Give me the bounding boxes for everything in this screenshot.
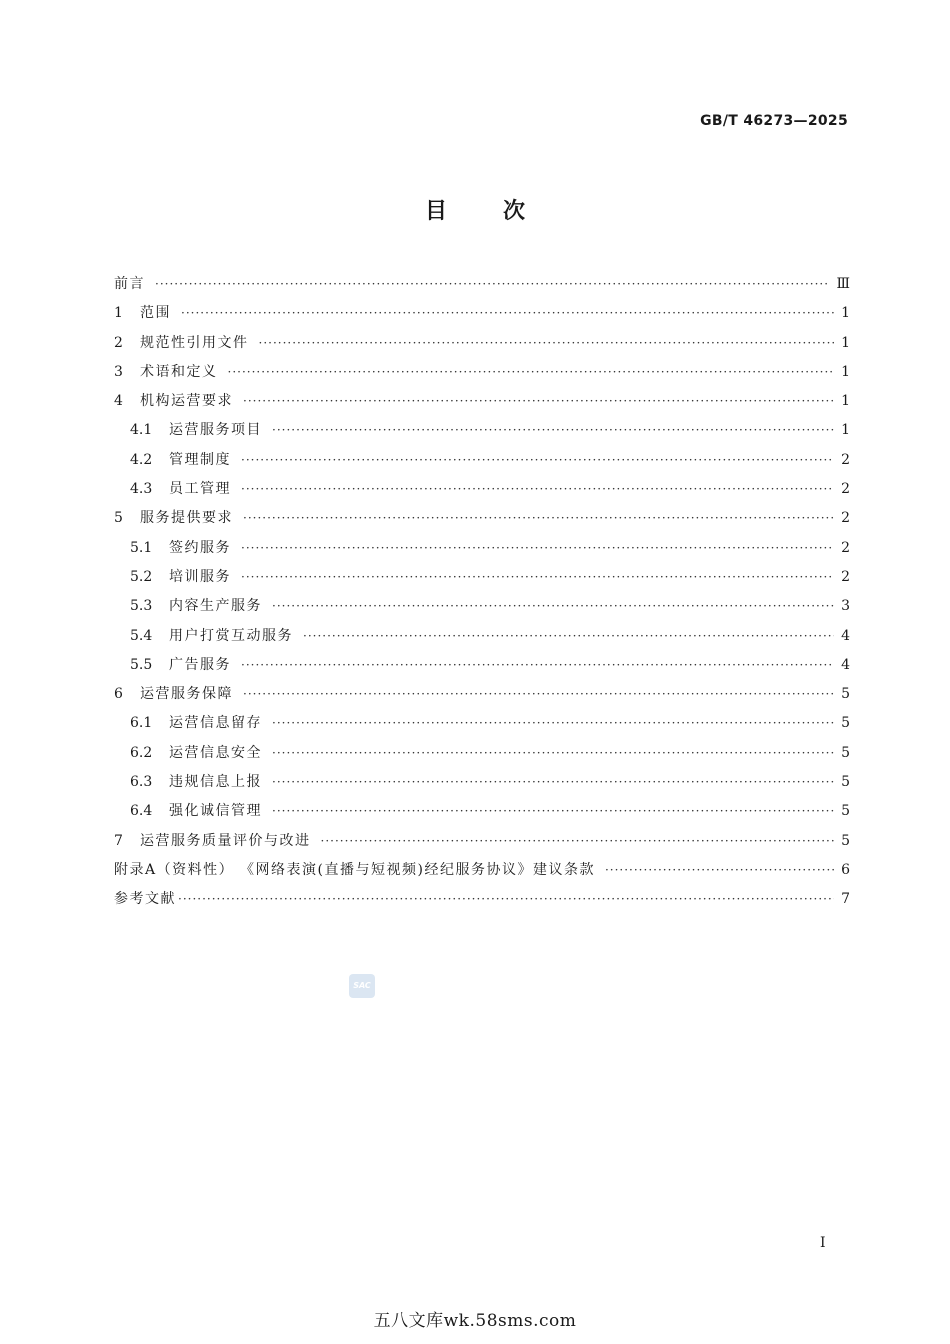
toc-entry-number: 4.2 bbox=[130, 451, 153, 468]
toc-entry-title: 管理制度 bbox=[169, 451, 231, 468]
toc-entry[interactable] bbox=[114, 534, 850, 563]
toc-entry-title: 服务提供要求 bbox=[140, 510, 233, 527]
toc-entry[interactable] bbox=[114, 504, 850, 533]
toc-entry[interactable] bbox=[114, 827, 850, 856]
toc-entry-number: 4.1 bbox=[130, 422, 153, 439]
toc-entry-page: 5 bbox=[841, 803, 850, 820]
toc-dot-leader bbox=[272, 592, 834, 621]
toc-entry-title: 机构运营要求 bbox=[140, 393, 233, 410]
toc-entry-title: 运营服务保障 bbox=[140, 686, 233, 703]
toc-entry-page: 6 bbox=[841, 861, 850, 878]
toc-entry-page: 2 bbox=[841, 568, 850, 585]
toc-dot-leader bbox=[272, 416, 834, 445]
toc-entry-page: 1 bbox=[841, 393, 850, 410]
toc-entry[interactable] bbox=[114, 651, 850, 680]
toc-entry-title: 规范性引用文件 bbox=[140, 334, 249, 351]
toc-entry-page: 1 bbox=[841, 334, 850, 351]
toc-title: 目次 bbox=[424, 199, 581, 224]
toc-entry-title: 强化诚信管理 bbox=[169, 803, 262, 820]
footer-site-text: 五八文库wk.58sms.com bbox=[373, 1311, 577, 1331]
toc-entry-number: 6 bbox=[114, 686, 123, 703]
toc-entry-page: 5 bbox=[841, 832, 850, 849]
toc-entry[interactable] bbox=[114, 885, 850, 914]
toc-entry[interactable] bbox=[114, 299, 850, 328]
toc-entry-page: 1 bbox=[841, 305, 850, 322]
toc-entry-page: 5 bbox=[841, 774, 850, 791]
toc-entry-number: 7 bbox=[114, 832, 123, 849]
toc-entry-title: 参考文献 bbox=[114, 891, 176, 908]
toc-entry-title: 员工管理 bbox=[169, 481, 231, 498]
toc-dot-leader bbox=[155, 270, 830, 299]
toc-entry[interactable] bbox=[114, 768, 850, 797]
toc-dot-leader bbox=[303, 622, 834, 651]
toc-entry[interactable] bbox=[114, 563, 850, 592]
toc-entry[interactable] bbox=[114, 329, 850, 358]
toc-entry-title: 用户打赏互动服务 bbox=[169, 627, 293, 644]
toc-entry[interactable] bbox=[114, 387, 850, 416]
toc-entry-page: 2 bbox=[841, 481, 850, 498]
toc-entry-number: 2 bbox=[114, 334, 123, 351]
toc-entry-page: 4 bbox=[841, 656, 850, 673]
toc-entry[interactable] bbox=[114, 358, 850, 387]
toc-entry-page: 2 bbox=[841, 451, 850, 468]
toc-entry-title: 术语和定义 bbox=[140, 363, 218, 380]
toc-entry-title: 运营服务质量评价与改进 bbox=[140, 832, 311, 849]
toc-entry-number: 4.3 bbox=[130, 481, 153, 498]
toc-entry-number: 6.4 bbox=[130, 803, 153, 820]
sac-watermark-logo: SAC bbox=[349, 974, 375, 998]
toc-entry-page: 3 bbox=[841, 598, 850, 615]
toc-entry-number: 6.2 bbox=[130, 744, 153, 761]
toc-entry[interactable] bbox=[114, 416, 850, 445]
standard-number: GB/T 46273—2025 bbox=[700, 113, 848, 129]
toc-entry-page: 5 bbox=[841, 744, 850, 761]
toc-entry-title: 运营信息留存 bbox=[169, 715, 262, 732]
page-number: Ⅰ bbox=[820, 1235, 826, 1251]
toc-entry-number: 4 bbox=[114, 393, 123, 410]
toc-entry-page: 5 bbox=[841, 686, 850, 703]
toc-dot-leader bbox=[241, 651, 834, 680]
toc-dot-leader bbox=[241, 475, 834, 504]
toc-dot-leader bbox=[321, 827, 835, 856]
toc-entry-page: 1 bbox=[841, 422, 850, 439]
toc-entry[interactable] bbox=[114, 856, 850, 885]
toc-entry-page: 2 bbox=[841, 539, 850, 556]
toc-dot-leader bbox=[243, 680, 834, 709]
toc-entry-title: 运营服务项目 bbox=[169, 422, 262, 439]
toc-entry-page: Ⅲ bbox=[836, 276, 850, 292]
toc-entry[interactable] bbox=[114, 270, 850, 299]
toc-entry-number: 5.2 bbox=[130, 568, 153, 585]
toc-entry-page: 5 bbox=[841, 715, 850, 732]
toc-dot-leader bbox=[243, 387, 834, 416]
toc-entry-number: 1 bbox=[114, 305, 123, 322]
toc-entry[interactable] bbox=[114, 680, 850, 709]
toc-entry-number: 5.3 bbox=[130, 598, 153, 615]
toc-entry[interactable] bbox=[114, 739, 850, 768]
toc-dot-leader bbox=[272, 709, 834, 738]
toc-dot-leader bbox=[272, 739, 834, 768]
toc-entry[interactable] bbox=[114, 709, 850, 738]
toc-entry[interactable] bbox=[114, 446, 850, 475]
toc-dot-leader bbox=[241, 446, 834, 475]
toc-dot-leader bbox=[241, 534, 834, 563]
toc-dot-leader bbox=[272, 768, 834, 797]
toc-entry[interactable] bbox=[114, 592, 850, 621]
toc-entry[interactable] bbox=[114, 797, 850, 826]
toc-dot-leader bbox=[259, 329, 835, 358]
toc-dot-leader bbox=[272, 797, 834, 826]
toc-dot-leader bbox=[228, 358, 835, 387]
toc-entry[interactable] bbox=[114, 622, 850, 651]
toc-dot-leader bbox=[241, 563, 834, 592]
toc-entry-title: 附录A（资料性） 《网络表演(直播与短视频)经纪服务协议》建议条款 bbox=[114, 861, 595, 878]
toc-entry-title: 内容生产服务 bbox=[169, 598, 262, 615]
toc-dot-leader bbox=[178, 885, 834, 914]
toc-entry-page: 2 bbox=[841, 510, 850, 527]
toc-entry-number: 5.1 bbox=[130, 539, 153, 556]
toc-entry-number: 3 bbox=[114, 363, 123, 380]
toc-entry-title: 范围 bbox=[140, 305, 171, 322]
toc-entry-page: 7 bbox=[841, 891, 850, 908]
toc-entry-title: 违规信息上报 bbox=[169, 774, 262, 791]
toc-dot-leader bbox=[605, 856, 834, 885]
toc-entry-number: 5.4 bbox=[130, 627, 153, 644]
toc-entry-title: 广告服务 bbox=[169, 656, 231, 673]
toc-entry-title: 前言 bbox=[114, 276, 145, 292]
toc-entry-number: 6.3 bbox=[130, 774, 153, 791]
toc-entry-title: 培训服务 bbox=[169, 568, 231, 585]
toc-entry-title: 运营信息安全 bbox=[169, 744, 262, 761]
toc-dot-leader bbox=[243, 504, 834, 533]
toc-entry-page: 4 bbox=[841, 627, 850, 644]
toc-dot-leader bbox=[181, 299, 834, 328]
toc-entry-number: 6.1 bbox=[130, 715, 153, 732]
toc-entry-number: 5 bbox=[114, 510, 123, 527]
toc-entry-page: 1 bbox=[841, 363, 850, 380]
toc-entry[interactable] bbox=[114, 475, 850, 504]
toc-entry-number: 5.5 bbox=[130, 656, 153, 673]
table-of-contents bbox=[114, 270, 850, 915]
toc-entry-title: 签约服务 bbox=[169, 539, 231, 556]
